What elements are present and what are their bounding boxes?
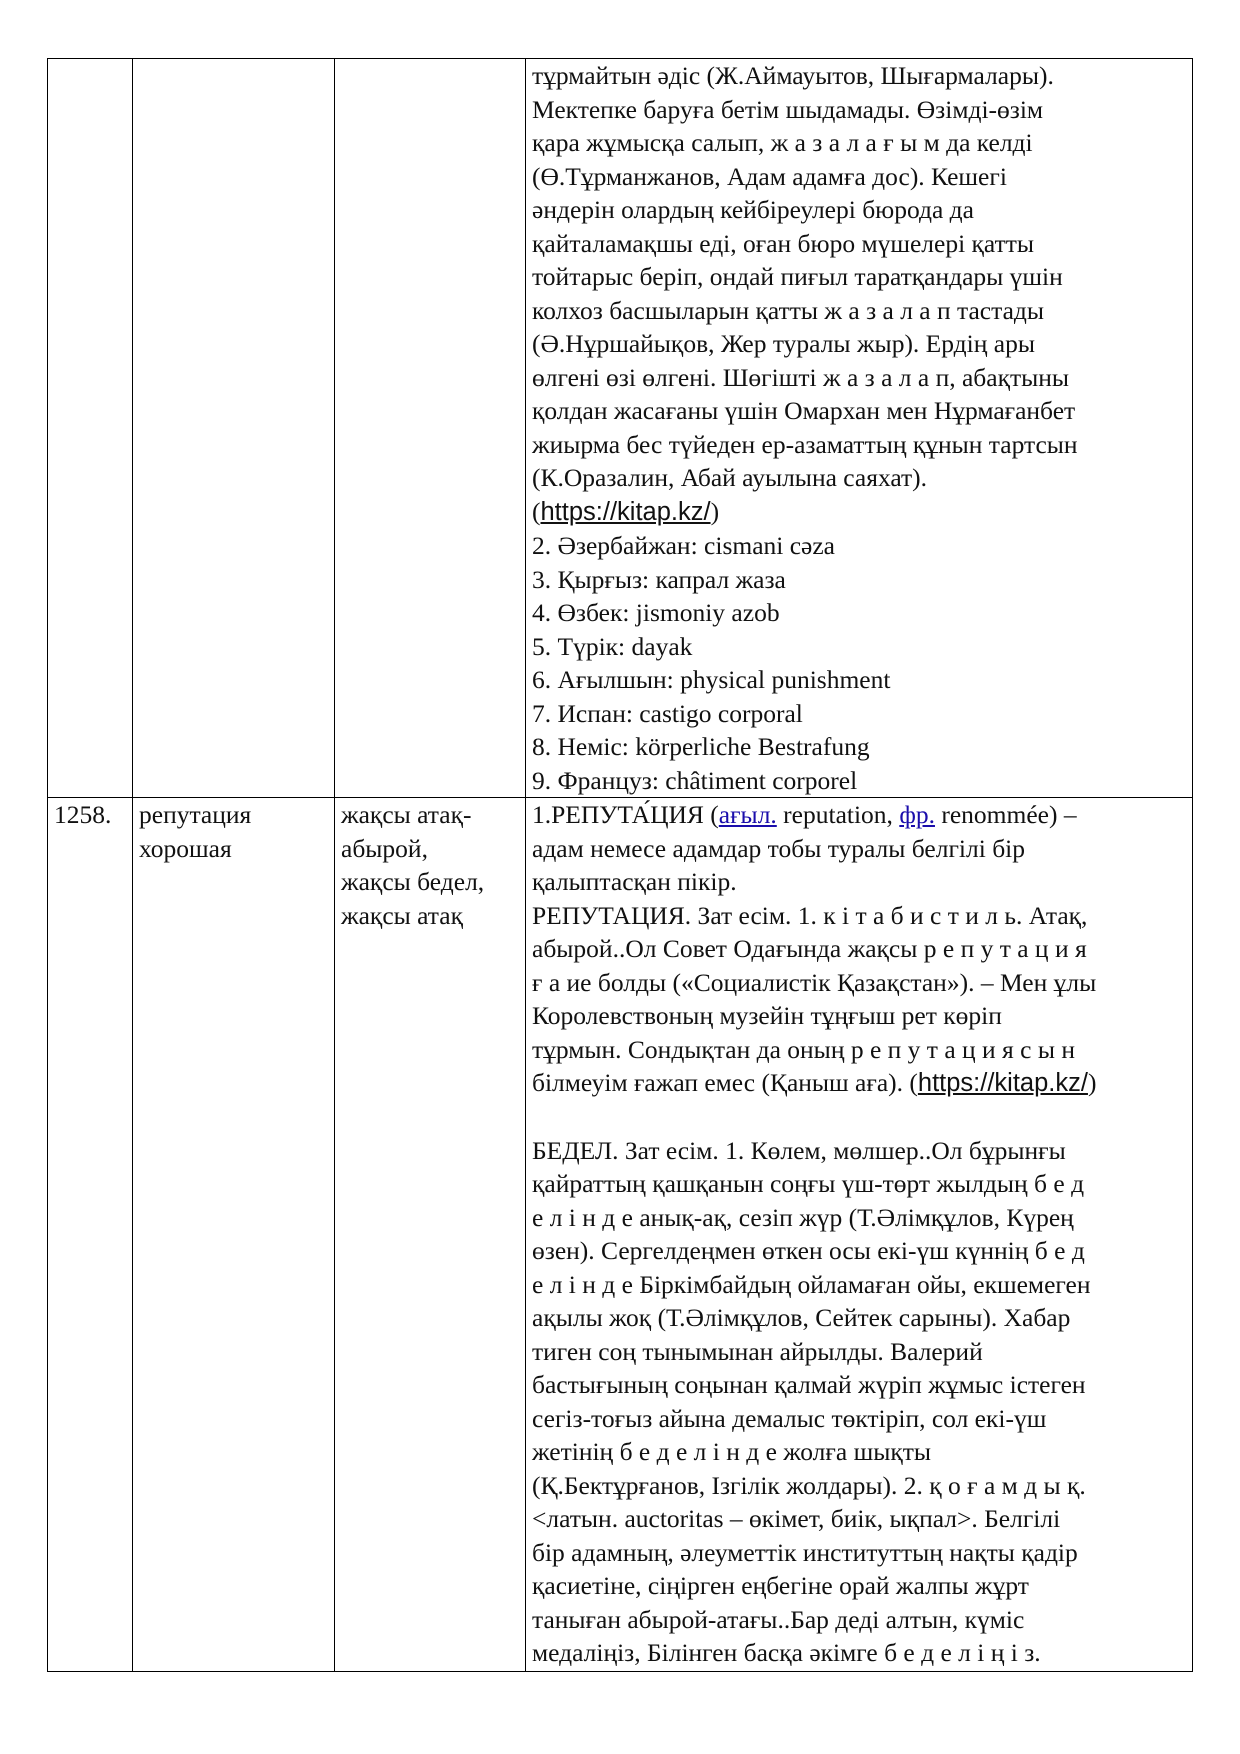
- text-line: ақылы жоқ (Т.Әлімқұлов, Сейтек сарыны). Хабар: [532, 1303, 1071, 1332]
- text-line: өзен). Сергелдеңмен өткен осы екі-үш күннің б е д: [532, 1236, 1085, 1265]
- text-line: тұрмын. Сондықтан да оның р е п у т а ц и я с ы н: [532, 1034, 1076, 1064]
- blank-line: [532, 1101, 1186, 1134]
- text-line: ғ а ие болды («Социалистік Қазақстан»). – Мен ұлы: [532, 967, 1097, 997]
- text-line: тұрмайтын әдіс (Ж.Аймауытов, Шығармалары).: [532, 61, 1054, 90]
- text-line: колхоз басшыларын қатты ж а з а л а п тастады: [532, 295, 1044, 325]
- kazakh-term: жақсы атақ-: [341, 800, 472, 829]
- translation-item: 5. Түрік: dayak: [532, 631, 693, 661]
- text-line: жиырма бес түйеден ер-азаматтың құнын тартсын: [532, 429, 1078, 459]
- kazakh-term-cell: [335, 798, 526, 1672]
- russian-term: хорошая: [139, 833, 232, 863]
- text-line: қалыптасқан пікір.: [532, 867, 737, 896]
- kazakh-term: жақсы бедел,: [341, 867, 485, 896]
- text-line: бастығының соңынан қалмай жүріп жұмыс істеген: [532, 1370, 1086, 1399]
- paren: (: [532, 496, 541, 526]
- definition-cell: [526, 59, 1193, 798]
- entry-number-text: 1258.: [54, 800, 112, 829]
- definition-heading: [532, 798, 1186, 832]
- text-line: е л і н д е анық-ақ, сезіп жүр (Т.Әлімқұлов, Күрең: [532, 1202, 1074, 1232]
- link-english[interactable]: ағыл.: [718, 800, 777, 829]
- translation-item: 4. Өзбек: jismoniy azob: [532, 598, 780, 627]
- text-line: таныған абырой-атағы..Бар деді алтын, күміс: [532, 1604, 1025, 1634]
- russian-cell: [133, 59, 335, 798]
- text-line: (Қ.Бектұрғанов, Ізгілік жолдары). 2. қ о ғ а м д ы қ.: [532, 1470, 1086, 1500]
- definition-cell: [526, 798, 1193, 1672]
- kazakh-term: абырой,: [341, 833, 428, 863]
- dictionary-table: [47, 58, 1193, 1672]
- text-line: адам немесе адамдар тобы туралы белгілі бір: [532, 833, 1026, 863]
- text-line: (К.Оразалин, Абай ауылына саяхат).: [532, 463, 928, 492]
- paren: ): [710, 496, 720, 526]
- text-line: қолдан жасағаны үшін Омархан мен Нұрмағанбет: [532, 396, 1076, 425]
- number-cell: [48, 59, 133, 798]
- heading-text: renommée) –: [934, 800, 1077, 829]
- text-line: (Ә.Нұршайықов, Жер туралы жыр). Ердің ары: [532, 329, 1035, 358]
- text-line: Мектепке баруға бетім шыдамады. Өзімді-өзім: [532, 94, 1044, 124]
- page: [47, 58, 1192, 1672]
- translation-item: 2. Әзербайжан: cismani cəza: [532, 531, 835, 560]
- text-line: қасиетіне, сіңірген еңбегіне орай жалпы жұрт: [532, 1571, 1029, 1600]
- kazakh-cell: [335, 59, 526, 798]
- link-french[interactable]: фр.: [899, 800, 935, 829]
- text-line: қайраттың қашқанын соңғы үш-төрт жылдың б е д: [532, 1169, 1085, 1198]
- source-link[interactable]: https://kitap.kz/: [917, 1069, 1088, 1097]
- table-row-entry-1258: [48, 798, 1193, 1672]
- source-line: [532, 1066, 1186, 1101]
- source-line: [532, 495, 1186, 530]
- text-line: бір адамның, әлеуметтік институттың нақты қадір: [532, 1537, 1078, 1567]
- text-line: медаліңіз, Білінген басқа әкімге б е д е л і ң і з.: [532, 1638, 1041, 1667]
- text-line: жетінің б е д е л і н д е жолға шықты: [532, 1437, 931, 1466]
- text-line: Королевствоның музейін тұңғыш рет көріп: [532, 1001, 1002, 1030]
- heading-text: reputation,: [776, 800, 900, 829]
- text-line: қара жұмысқа салып, ж а з а л а ғ ы м да келді: [532, 128, 1033, 157]
- text-fragment: білмеуім ғажап емес (Қаныш аға). (: [532, 1068, 918, 1097]
- table-row-continuation: [48, 59, 1193, 798]
- russian-term-cell: [133, 798, 335, 1672]
- text-line: <латын. auctoritas – өкімет, биік, ықпал>. Белгілі: [532, 1504, 1061, 1533]
- text-line: БЕДЕЛ. Зат есім. 1. Көлем, мөлшер..Ол бұрынғы: [532, 1135, 1066, 1165]
- text-line: абырой..Ол Совет Одағында жақсы р е п у т а ц и я: [532, 934, 1087, 963]
- text-line: тойтарыс беріп, ондай пиғыл таратқандары үшін: [532, 262, 1063, 291]
- kazakh-term: жақсы атақ: [341, 900, 463, 930]
- translation-item: 6. Ағылшын: physical punishment: [532, 665, 891, 694]
- translation-item: 3. Қырғыз: капрал жаза: [532, 564, 786, 594]
- translation-item: 9. Француз: châtiment corporel: [532, 765, 858, 795]
- text-line: е л і н д е Біркімбайдың ойламаған ойы, екшемеген: [532, 1269, 1091, 1299]
- text-line: қайталамақшы еді, оған бюро мүшелері қатты: [532, 228, 1035, 258]
- text-line: сегіз-тоғыз айына демалыс төктіріп, сол екі-үш: [532, 1403, 1047, 1433]
- paren: ): [1087, 1068, 1097, 1097]
- russian-term: репутация: [139, 800, 252, 829]
- source-link[interactable]: https://kitap.kz/: [540, 497, 711, 526]
- translation-item: 7. Испан: castigo corporal: [532, 698, 803, 728]
- text-line: әндерін олардың кейбіреулері бюрода да: [532, 195, 974, 224]
- translation-item: 8. Неміс: körperliche Bestrafung: [532, 732, 870, 761]
- heading-text: 1.РЕПУТА́ЦИЯ (: [532, 800, 719, 829]
- entry-number: [48, 798, 133, 1672]
- text-line: РЕПУТАЦИЯ. Зат есім. 1. к і т а б и с т и л ь. Атақ,: [532, 900, 1088, 930]
- text-line: (Ө.Тұрманжанов, Адам адамға дос). Кешегі: [532, 161, 1007, 191]
- text-line: өлгені өзі өлгені. Шөгішті ж а з а л а п, абақтыны: [532, 362, 1070, 392]
- text-line: тиген соң тынымынан айрылды. Валерий: [532, 1336, 983, 1366]
